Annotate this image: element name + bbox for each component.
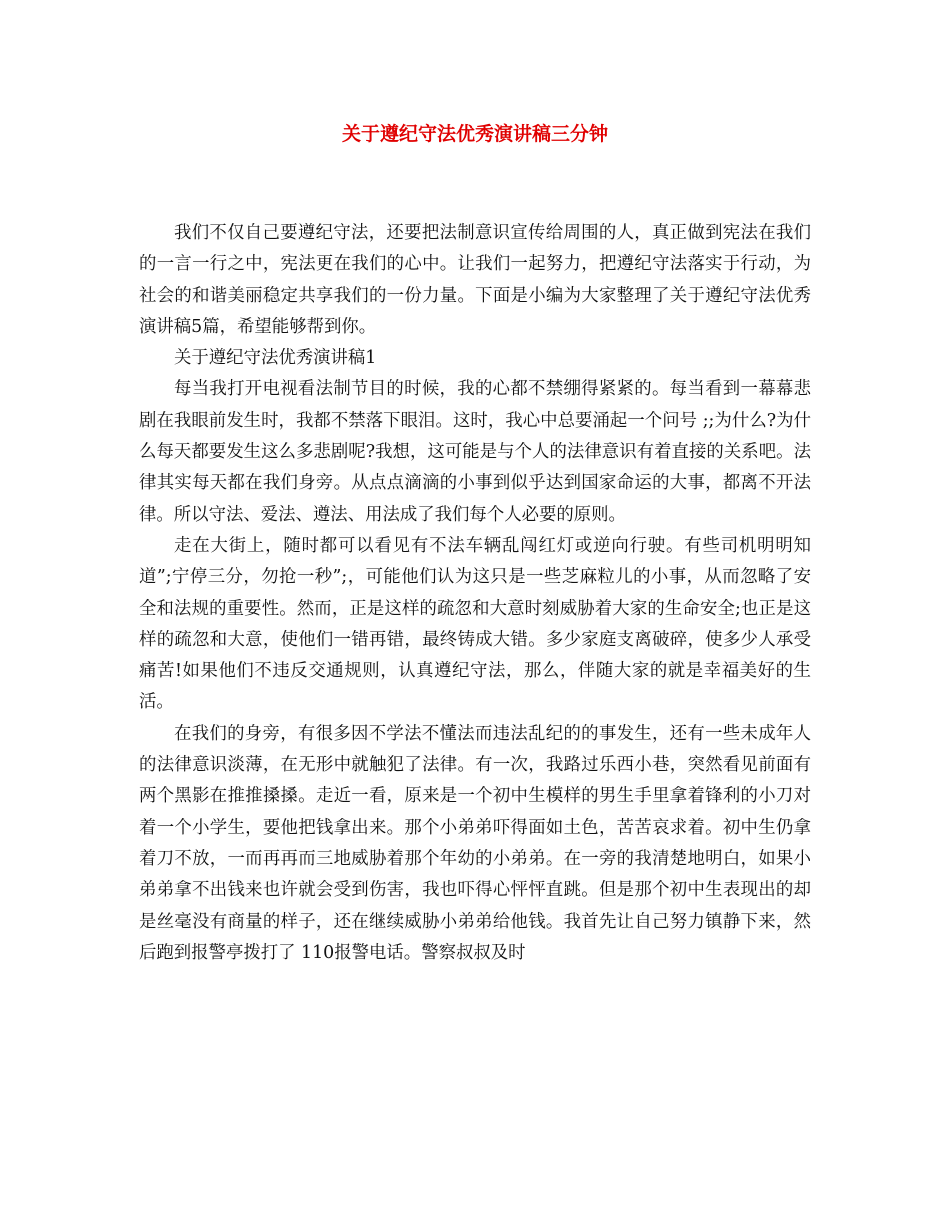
body-paragraph: 在我们的身旁，有很多因不学法不懂法而违法乱纪的的事发生，还有一些未成年人的法律意识淡薄，在无形中就触犯了法律。有一次，我路过乐西小巷，突然看见前面有两个黑影在推推搡搡。走近一看，原来是一个初中生模样的男生手里拿着锋利的小刀对着一个小学生，要他把钱拿出来。那个小弟弟吓得面如土色，苦苦哀求着。初中生仍拿着刀不放，一而再再而三地威胁着那个年幼的小弟弟。在一旁的我清楚地明白，如果小弟弟拿不出钱来也许就会受到伤害，我也吓得心怦怦直跳。但是那个初中生表现出的却是丝毫没有商量的样子，还在继续威胁小弟弟给他钱。我首先让自己努力镇静下来，然后跑到报警亭拨打了 110报警电话。警察叔叔及时 [139,723,811,963]
intro-paragraph: 我们不仅自己要遵纪守法，还要把法制意识宣传给周围的人，真正做到宪法在我们的一言一行之中，宪法更在我们的心中。让我们一起努力，把遵纪守法落实于行动，为社会的和谐美丽稳定共享我们的一份力量。下面是小编为大家整理了关于遵纪守法优秀演讲稿5篇，希望能够帮到你。 [139,223,811,337]
body-paragraph: 每当我打开电视看法制节目的时候，我的心都不禁绷得紧紧的。每当看到一幕幕悲剧在我眼前发生时，我都不禁落下眼泪。这时，我心中总要涌起一个问号 ;;为什么?为什么每天都要发生这么多悲剧呢?我想，这可能是与个人的法律意识有着直接的关系吧。法律其实每天都在我们身旁。从点点滴滴的小事到似乎达到国家命运的大事，都离不开法律。所以守法、爱法、遵法、用法成了我们每个人必要的原则。 [139,379,811,525]
document-body [139,218,811,969]
section-heading: 关于遵纪守法优秀演讲稿1 [174,348,377,369]
document-title: 关于遵纪守法优秀演讲稿三分钟 [341,123,608,145]
body-paragraph: 走在大街上，随时都可以看见有不法车辆乱闯红灯或逆向行驶。有些司机明明知道”;宁停三分，勿抢一秒”;，可能他们认为这只是一些芝麻粒儿的小事，从而忽略了安全和法规的重要性。然而，正是这样的疏忽和大意时刻威胁着大家的生命安全;也正是这样的疏忽和大意，使他们一错再错，最终铸成大错。多少家庭支离破碎，使多少人承受痛苦!如果他们不违反交通规则，认真遵纪守法，那么，伴随大家的就是幸福美好的生活。 [139,535,811,713]
